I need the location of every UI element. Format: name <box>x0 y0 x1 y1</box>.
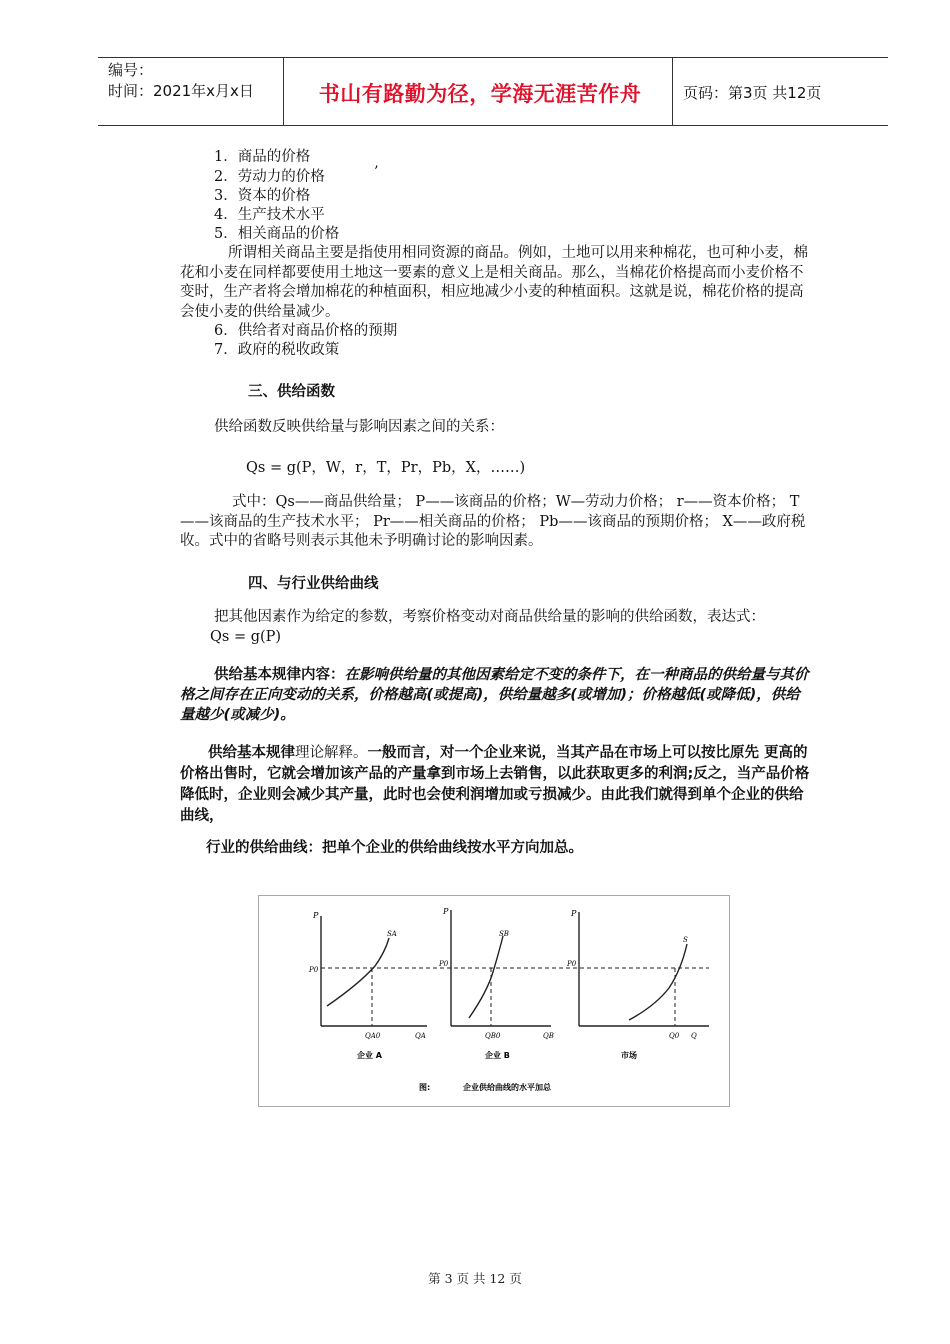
supply-curve-b <box>469 936 503 1018</box>
list-item: 2．劳动力的价格 <box>214 169 325 185</box>
list-item: 6．供给者对商品价格的预期 <box>214 323 398 339</box>
q-axis-label: QA <box>415 1032 426 1040</box>
header-top-rule <box>98 57 888 58</box>
header-meta <box>108 60 254 102</box>
list-item: 4．生产技术水平 <box>214 207 325 223</box>
panel-firm-b <box>438 907 554 1060</box>
supply-curve-market <box>629 944 687 1020</box>
supply-law-text: 在影响供给量的其他因素给定不变的条件下，在一种商品的供给量与其价格之间存在正向变动的关系，价格越高(或提高)，供给量越多(或增加)；价格越低(或降低)，供给量越少(或减少)。 <box>180 667 809 723</box>
stray-mark: ’ <box>374 164 379 180</box>
figure-caption-label: 图: <box>419 1083 431 1092</box>
header-bottom-rule <box>98 125 888 126</box>
supply-function-intro: 供给函数反映供给量与影响因素之间的关系： <box>214 419 504 435</box>
header-motto: 书山有路勤为径，学海无涯苦作舟 <box>318 82 642 106</box>
supply-function-formula: Qs = g(P，W，r，T，Pr，Pb，X，……) <box>246 460 526 476</box>
supply-law-label: 供给基本规律内容： <box>214 667 345 683</box>
header-page-info: 页码：第3页 共12页 <box>683 84 822 102</box>
panel-caption: 企业 B <box>485 1051 510 1060</box>
explain-text: 一般而言，对一个企业来说，当其产品在市场上可以按比原先 更高的价格出售时，它就会增加该产品的产量拿到市场上去销售，以此获取更多的利润;反之，当产品价格降低时，企业则会减少其产量，此时也会使利润增加或亏损减少。由此我们就得到单个企业的供给曲线， <box>180 745 810 824</box>
serial-number-label: 编号： <box>108 61 154 79</box>
supply-aggregation-figure <box>259 896 729 1106</box>
formula-explanation: 式中：Qs——商品供给量； P——该商品的价格；W—劳动力价格； r——资本价格； T——该商品的生产技术水平； Pr——相关商品的价格； Pb——该商品的预期价格； X——政府税收。式中的省略号则表示其他未予明确讨论的影响因素。 <box>180 494 806 549</box>
related-goods-paragraph: 所谓相关商品主要是指使用相同资源的商品。例如，土地可以用来种棉花，也可种小麦，棉花和小麦在同样都要使用土地这一要素的意义上是相关商品。那么，当棉花价格提高而小麦价格不变时，生产者将会增加棉花的种植面积，相应地减少小麦的种植面积。这就是说，棉花价格的提高会使小麦的供给量减少。 <box>180 245 808 320</box>
section-heading: 三、供给函数 <box>248 384 335 400</box>
header-divider-left <box>283 57 284 126</box>
header-divider-right <box>672 57 673 126</box>
supply-curve-a <box>327 938 389 1006</box>
q-point-label: QB0 <box>485 1032 501 1040</box>
list-item: 5．相关商品的价格 <box>214 226 340 242</box>
q-point-label: Q0 <box>669 1032 680 1040</box>
panel-caption: 市场 <box>621 1051 637 1060</box>
q-point-label: QA0 <box>365 1032 381 1040</box>
curve-label: SA <box>387 930 397 938</box>
list-item: 3．资本的价格 <box>214 188 311 204</box>
p-axis-label: P <box>443 907 449 916</box>
explain-label-normal: 理论解释。 <box>295 745 368 761</box>
section4-formula: Qs = g(P) <box>210 628 282 645</box>
figure-frame <box>258 895 730 1107</box>
section-heading: 四、与行业供给曲线 <box>248 576 379 592</box>
curve-label: S <box>683 936 688 944</box>
p0-label: P0 <box>567 960 577 968</box>
p0-label: P0 <box>309 966 319 974</box>
panel-market <box>566 909 709 1060</box>
p-axis-label: P <box>313 911 319 920</box>
industry-supply-curve-text: 行业的供给曲线：把单个企业的供给曲线按水平方向加总。 <box>206 840 583 856</box>
q-axis-label: Q <box>691 1032 697 1040</box>
supply-law-paragraph <box>180 665 812 725</box>
p-axis-label: P <box>571 909 577 918</box>
list-item: 1．商品的价格 <box>214 149 311 165</box>
curve-label: SB <box>499 930 509 938</box>
supply-law-explanation <box>180 743 812 827</box>
page-footer: 第 3 页 共 12 页 <box>428 1271 522 1286</box>
panel-caption: 企业 A <box>357 1051 382 1060</box>
explain-label-bold: 供给基本规律 <box>208 745 295 761</box>
section4-paragraph <box>180 608 810 647</box>
p0-label: P0 <box>439 960 449 968</box>
time-label: 时间：2021年x月x日 <box>108 82 254 100</box>
figure-caption-text: 企业供给曲线的水平加总 <box>463 1083 551 1092</box>
list-item: 7．政府的税收政策 <box>214 342 340 358</box>
q-axis-label: QB <box>543 1032 554 1040</box>
section4-text: 把其他因素作为给定的参数，考察价格变动对商品供给量的影响的供给函数，表达式： <box>214 609 765 625</box>
